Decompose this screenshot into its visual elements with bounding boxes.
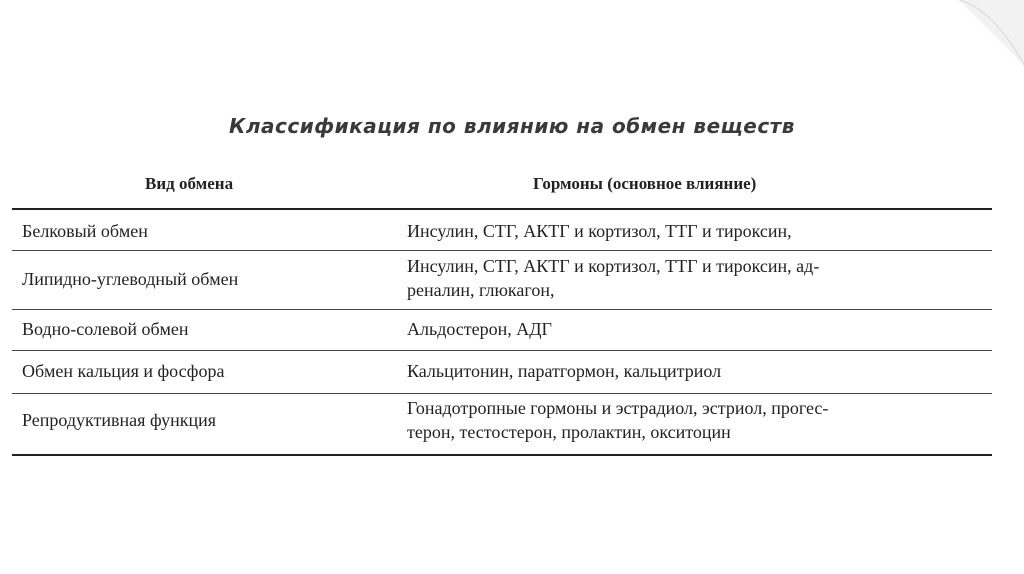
hormones-line: Инсулин, СТГ, АКТГ и кортизол, ТТГ и тироксин, ад-: [407, 256, 820, 276]
header-metabolism-type: Вид обмена: [145, 174, 234, 193]
hormones-cell: [407, 254, 972, 302]
hormones-line: Кальцитонин, паратгормон, кальцитриол: [407, 361, 722, 381]
table-row: [12, 210, 992, 251]
table-row: [12, 394, 992, 456]
metabolism-type-cell: Липидно-углеводный обмен: [22, 269, 239, 289]
table-row: [12, 351, 992, 394]
slide-title: Классификация по влиянию на обмен веществ: [229, 114, 795, 138]
hormones-line: Гонадотропные гормоны и эстрадиол, эстриол, прогес-: [407, 398, 829, 418]
table-row: [12, 251, 992, 310]
metabolism-type-cell: Репродуктивная функция: [22, 410, 217, 430]
hormones-line: реналин, глюкагон,: [407, 280, 555, 300]
metabolism-type-cell: Обмен кальция и фосфора: [22, 361, 225, 381]
hormone-classification-table: [12, 168, 992, 456]
table-header-row: [12, 168, 992, 210]
hormones-cell: [407, 317, 972, 341]
metabolism-type-cell: Водно-солевой обмен: [22, 319, 189, 339]
hormones-line: Инсулин, СТГ, АКТГ и кортизол, ТТГ и тироксин,: [407, 221, 792, 241]
hormones-line: Альдостерон, АДГ: [407, 319, 552, 339]
header-hormones: Гормоны (основное влияние): [533, 174, 757, 193]
hormones-cell: [407, 219, 972, 243]
metabolism-type-cell: Белковый обмен: [22, 221, 148, 241]
hormones-cell: [407, 359, 972, 383]
hormones-line: терон, тестостерон, пролактин, окситоцин: [407, 422, 731, 442]
table-row: [12, 310, 992, 351]
hormones-cell: [407, 396, 972, 444]
page-curl-corner: [954, 0, 1024, 70]
